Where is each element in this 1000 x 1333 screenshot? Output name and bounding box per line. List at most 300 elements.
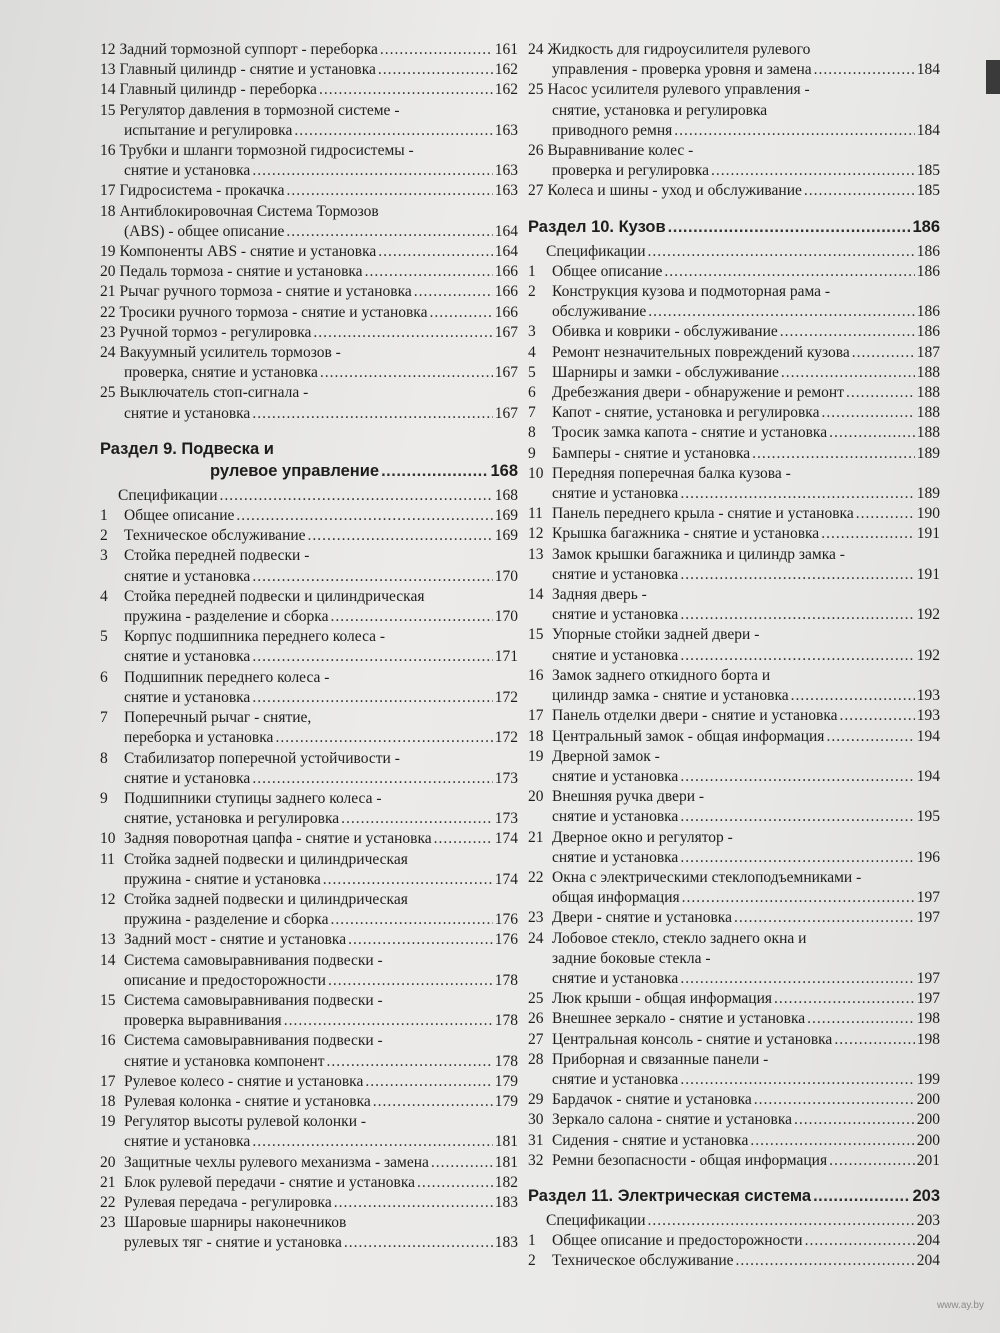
section-10-page: 186 xyxy=(912,217,940,236)
toc-entry-line xyxy=(100,363,518,383)
leader-dots xyxy=(734,908,915,928)
toc-entry-number: 16 xyxy=(100,1032,116,1050)
toc-entry-line xyxy=(100,1011,518,1031)
leader-dots xyxy=(308,526,493,546)
toc-entry xyxy=(528,524,940,544)
toc-entry-title: проверка и регулировка xyxy=(552,162,709,180)
toc-entry-title: обслуживание xyxy=(552,303,647,321)
leader-dots xyxy=(430,303,493,323)
leader-dots xyxy=(680,646,914,666)
toc-entry-line xyxy=(528,282,940,302)
leader-dots xyxy=(284,1011,493,1031)
toc-entry xyxy=(100,668,518,708)
toc-entry-number: 22 xyxy=(100,303,116,321)
toc-entry-page: 183 xyxy=(494,1234,518,1252)
toc-entry-line xyxy=(528,121,940,141)
leader-dots xyxy=(286,222,492,242)
toc-entry-line xyxy=(528,706,940,726)
toc-entry-number: 23 xyxy=(100,323,116,341)
toc-entry-page: 167 xyxy=(494,404,518,422)
toc-entry-number: 27 xyxy=(528,1030,544,1048)
toc-entry-line xyxy=(100,647,518,667)
toc-entry-title: Шаровые шарниры наконечников xyxy=(124,1214,347,1232)
toc-entry-number: 29 xyxy=(528,1091,544,1109)
toc-entry xyxy=(528,80,940,141)
toc-entry-title: Гидросистема - прокачка xyxy=(119,182,285,200)
toc-entry-title: Трубки и шланги тормозной гидросистемы - xyxy=(119,142,414,160)
toc-entry-line xyxy=(100,1052,518,1072)
toc-entry-line xyxy=(100,101,518,121)
leader-dots xyxy=(378,242,492,262)
toc-entry-number: 1 xyxy=(100,507,108,525)
leader-dots xyxy=(736,1251,915,1271)
toc-entry-number: 24 xyxy=(528,41,544,58)
toc-entry xyxy=(100,789,518,829)
toc-entry-title: Жидкость для гидроусилителя рулевого xyxy=(547,41,811,58)
toc-entry xyxy=(100,202,518,242)
toc-entry xyxy=(100,930,518,950)
toc-entry-number: 12 xyxy=(528,525,544,543)
toc-entry-page: 167 xyxy=(494,364,518,382)
toc-entry-line xyxy=(528,464,940,484)
toc-entry-page: 163 xyxy=(494,162,518,180)
toc-entry-title: Педаль тормоза - снятие и установка xyxy=(119,263,363,281)
leader-dots xyxy=(804,181,915,201)
toc-entry-line xyxy=(100,202,518,222)
toc-entry-page: 181 xyxy=(494,1133,518,1151)
toc-entry-line xyxy=(528,322,940,342)
leader-dots xyxy=(834,1030,914,1050)
toc-entry xyxy=(528,727,940,747)
toc-entry-page: 163 xyxy=(494,182,518,200)
section-9-page: 168 xyxy=(490,461,518,480)
toc-entry-number: 15 xyxy=(528,626,544,644)
leader-dots xyxy=(320,363,493,383)
toc-entry-title: Стойка передней подвески - xyxy=(124,547,310,565)
toc-entry-number: 24 xyxy=(528,929,544,947)
toc-entry-page: 182 xyxy=(494,1173,518,1191)
toc-entry xyxy=(528,1090,940,1110)
toc-entry-title: снятие и установка xyxy=(124,648,251,666)
toc-entry-line xyxy=(100,991,518,1011)
toc-entry-title: снятие и установка xyxy=(124,688,251,706)
toc-entry-line xyxy=(100,121,518,141)
toc-entry-title: Подшипники ступицы заднего колеса - xyxy=(124,789,382,807)
leader-dots xyxy=(348,930,493,950)
toc-entry xyxy=(528,343,940,363)
leader-dots xyxy=(754,1090,915,1110)
toc-entry-title: проверка выравнивания xyxy=(124,1012,282,1030)
section-10-title: Раздел 10. Кузов xyxy=(528,217,666,236)
toc-entry-page: 204 xyxy=(916,1252,940,1270)
section-9-heading xyxy=(100,438,518,482)
toc-entry-page: 164 xyxy=(494,222,518,240)
toc-entry-page: 163 xyxy=(494,121,518,139)
toc-entry-line xyxy=(528,302,940,322)
toc-entry-page: 185 xyxy=(916,182,940,200)
toc-entry xyxy=(528,423,940,443)
toc-entry-title: Выравнивание колес - xyxy=(547,142,694,160)
toc-entry-page: 161 xyxy=(494,41,518,58)
toc-entry-title: Стойка задней подвески и цилиндрическая xyxy=(124,850,408,868)
toc-entry-number: 8 xyxy=(100,749,108,767)
toc-entry-title: снятие и установка xyxy=(552,969,679,987)
toc-entry-line xyxy=(528,101,940,121)
spec-label: Спецификации xyxy=(118,486,218,504)
toc-entry-line xyxy=(528,181,940,201)
toc-entry-page: 186 xyxy=(916,323,940,341)
leader-dots xyxy=(313,323,492,343)
toc-entry-title: снятие, установка и регулировка xyxy=(552,101,768,119)
section-9-specifications xyxy=(100,486,518,506)
toc-entry-line xyxy=(528,888,940,908)
section-10-specifications xyxy=(528,242,940,262)
toc-entry-page: 171 xyxy=(494,648,518,666)
toc-entry-title: Лобовое стекло, стекло заднего окна и xyxy=(552,929,807,947)
toc-entry-title: общая информация xyxy=(552,889,680,907)
toc-entry xyxy=(100,1031,518,1071)
toc-entry-number: 30 xyxy=(528,1111,544,1129)
leader-dots xyxy=(648,302,914,322)
toc-entry-title: Рулевая колонка - снятие и установка xyxy=(124,1092,371,1110)
toc-entry-title: (ABS) - общее описание xyxy=(124,222,285,240)
toc-entry-title: Стабилизатор поперечной устойчивости - xyxy=(124,749,400,767)
toc-entry-line xyxy=(100,80,518,100)
toc-entry-page: 187 xyxy=(916,343,940,361)
toc-entry-line xyxy=(100,688,518,708)
toc-entry-line xyxy=(528,1090,940,1110)
toc-entry-line xyxy=(528,969,940,989)
spec-label: Спецификации xyxy=(546,1211,646,1229)
toc-entry-title: Система самовыравнивания подвески - xyxy=(124,1032,383,1050)
toc-entry-title: Стойка задней подвески и цилиндрическая xyxy=(124,890,408,908)
toc-entry xyxy=(528,1231,940,1251)
toc-entry-line xyxy=(100,971,518,991)
leader-dots xyxy=(252,647,492,667)
leader-dots xyxy=(829,423,915,443)
toc-entry xyxy=(528,585,940,625)
toc-entry xyxy=(100,40,518,60)
toc-entry-page: 170 xyxy=(494,608,518,626)
toc-entry xyxy=(100,526,518,546)
toc-entry-line xyxy=(100,749,518,769)
toc-entry-line xyxy=(528,1131,940,1151)
leader-dots xyxy=(286,181,492,201)
toc-entry-number: 22 xyxy=(528,868,544,886)
toc-entry-title: снятие и установка xyxy=(124,162,251,180)
toc-entry-title: Передняя поперечная балка кузова - xyxy=(552,464,791,482)
toc-entry-title: снятие и установка xyxy=(552,767,679,785)
toc-entry-title: проверка, снятие и установка xyxy=(124,364,318,382)
toc-entry-line xyxy=(100,587,518,607)
toc-entry-page: 173 xyxy=(494,810,518,828)
toc-entry xyxy=(528,403,940,423)
toc-entry-title: снятие и установка xyxy=(552,808,679,826)
toc-entry-line xyxy=(528,666,940,686)
leader-dots xyxy=(780,322,915,342)
toc-entry-line xyxy=(528,949,940,969)
toc-entry-line xyxy=(528,605,940,625)
toc-entry xyxy=(100,262,518,282)
toc-entry xyxy=(528,1131,940,1151)
toc-entry xyxy=(528,363,940,383)
toc-entry-page: 172 xyxy=(494,729,518,747)
toc-list-section11 xyxy=(528,1231,940,1271)
toc-entry-page: 188 xyxy=(916,363,940,381)
leader-dots xyxy=(774,989,915,1009)
toc-entry-title: Ремни безопасности - общая информация xyxy=(552,1151,828,1169)
toc-entry-line xyxy=(100,668,518,688)
leader-dots xyxy=(856,504,915,524)
section-9-title-line2: рулевое управление xyxy=(210,461,380,480)
toc-entry-title: цилиндр замка - снятие и установка xyxy=(552,687,789,705)
toc-entry-number: 20 xyxy=(528,788,544,806)
toc-entry-number: 11 xyxy=(528,505,543,523)
toc-entry-number: 25 xyxy=(528,81,544,99)
toc-entry-title: Конструкция кузова и подмоторная рама - xyxy=(552,283,831,301)
toc-entry xyxy=(528,747,940,787)
toc-entry-line xyxy=(528,565,940,585)
toc-entry-number: 4 xyxy=(528,343,536,361)
toc-entry xyxy=(100,80,518,100)
toc-entry-title: Защитные чехлы рулевого механизма - замена xyxy=(124,1153,429,1171)
toc-entry-title: Регулятор высоты рулевой колонки - xyxy=(124,1113,367,1131)
leader-dots xyxy=(680,807,914,827)
toc-entry-line xyxy=(528,767,940,787)
toc-entry-title: Зеркало салона - снятие и установка xyxy=(552,1111,793,1129)
toc-entry-number: 2 xyxy=(528,1252,536,1270)
toc-entry-number: 11 xyxy=(100,850,115,868)
toc-entry xyxy=(100,1193,518,1213)
toc-entry-title: Подшипник переднего колеса - xyxy=(124,668,330,686)
toc-entry xyxy=(528,1110,940,1130)
toc-entry-title: задние боковые стекла - xyxy=(552,949,711,967)
toc-entry-page: 197 xyxy=(916,990,940,1008)
toc-entry-title: Техническое обслуживание xyxy=(124,527,306,545)
toc-entry-title: Центральный замок - общая информация xyxy=(552,727,825,745)
toc-entry-line xyxy=(528,828,940,848)
toc-entry-line xyxy=(528,747,940,767)
toc-entry-page: 196 xyxy=(916,848,940,866)
toc-entry-number: 26 xyxy=(528,142,544,160)
leader-dots xyxy=(680,605,914,625)
toc-entry-title: Поперечный рычаг - снятие, xyxy=(124,709,312,727)
toc-entry xyxy=(100,343,518,383)
toc-entry-page: 197 xyxy=(916,889,940,907)
toc-entry-page: 186 xyxy=(916,262,940,280)
leader-dots xyxy=(294,121,492,141)
toc-entry xyxy=(100,850,518,890)
toc-entry-line xyxy=(528,989,940,1009)
toc-entry-number: 17 xyxy=(100,182,116,200)
toc-entry-title: Бамперы - снятие и установка xyxy=(552,444,751,462)
toc-entry-number: 21 xyxy=(100,283,116,301)
leader-dots xyxy=(330,910,492,930)
toc-entry-number: 6 xyxy=(528,384,536,402)
toc-entry-line xyxy=(528,343,940,363)
toc-entry-line xyxy=(528,1231,940,1251)
toc-entry-page: 183 xyxy=(494,1193,518,1211)
toc-entry-title: Задний мост - снятие и установка xyxy=(124,931,347,949)
toc-entry-number: 23 xyxy=(100,1214,116,1232)
toc-entry-number: 28 xyxy=(528,1050,544,1068)
toc-entry-title: Корпус подшипника переднего колеса - xyxy=(124,628,386,646)
leader-dots xyxy=(365,262,493,282)
toc-entry-number: 18 xyxy=(100,202,116,220)
toc-entry-number: 3 xyxy=(100,547,108,565)
leader-dots xyxy=(417,1173,493,1193)
toc-entry-title: Двери - снятие и установка xyxy=(552,909,732,927)
toc-entry xyxy=(100,242,518,262)
toc-entry-line xyxy=(528,1050,940,1070)
toc-entry-page: 181 xyxy=(494,1153,518,1171)
toc-entry-number: 17 xyxy=(100,1072,116,1090)
toc-entry-title: Техническое обслуживание xyxy=(552,1252,734,1270)
toc-entry-line xyxy=(100,789,518,809)
toc-entry-title: снятие и установка xyxy=(124,567,251,585)
toc-entry-line xyxy=(528,484,940,504)
toc-entry-title: снятие и установка xyxy=(124,1133,251,1151)
spec-page: 203 xyxy=(916,1211,940,1229)
toc-entry-line xyxy=(528,646,940,666)
toc-entry-page: 188 xyxy=(916,424,940,442)
toc-entry-number: 9 xyxy=(528,444,536,462)
toc-entry-line xyxy=(100,282,518,302)
leader-dots xyxy=(373,1092,493,1112)
leader-dots xyxy=(328,971,493,991)
toc-entry-number: 1 xyxy=(528,262,536,280)
toc-entry-title: Выключатель стоп-сигнала - xyxy=(119,384,309,402)
toc-entry-line xyxy=(528,727,940,747)
toc-entry-title: Рулевое колесо - снятие и установка xyxy=(124,1072,364,1090)
toc-list-section8-tail xyxy=(100,40,518,424)
leader-dots xyxy=(431,1153,493,1173)
toc-entry-title: Рулевая передача - регулировка xyxy=(124,1193,332,1211)
toc-entry-number: 7 xyxy=(100,709,108,727)
toc-entry-page: 179 xyxy=(494,1092,518,1110)
toc-entry-title: Дверной замок - xyxy=(552,747,660,765)
toc-entry xyxy=(528,706,940,726)
leader-dots xyxy=(674,121,915,141)
toc-entry-title: Дребезжания двери - обнаружение и ремонт xyxy=(552,384,844,402)
toc-entry-page: 174 xyxy=(494,830,518,848)
toc-entry-page: 191 xyxy=(916,565,940,583)
toc-entry-number: 24 xyxy=(100,344,116,362)
leader-dots xyxy=(829,1151,915,1171)
toc-entry-page: 184 xyxy=(916,121,940,139)
toc-entry xyxy=(528,262,940,282)
toc-entry-title: снятие и установка xyxy=(552,565,679,583)
toc-entry-page: 198 xyxy=(916,1030,940,1048)
toc-entry-page: 166 xyxy=(494,303,518,321)
toc-entry-title: Антиблокировочная Система Тормозов xyxy=(119,202,379,220)
toc-entry-line xyxy=(100,60,518,80)
toc-entry-line xyxy=(100,1031,518,1051)
toc-entry-number: 13 xyxy=(100,61,116,79)
toc-entry xyxy=(528,868,940,908)
toc-entry-page: 172 xyxy=(494,688,518,706)
toc-entry xyxy=(100,303,518,323)
toc-entry-line xyxy=(528,1151,940,1171)
leader-dots xyxy=(781,363,915,383)
toc-entry-line xyxy=(100,1153,518,1173)
toc-entry xyxy=(100,1112,518,1152)
toc-entry-number: 12 xyxy=(100,41,116,58)
toc-entry-line xyxy=(100,607,518,627)
toc-entry-page: 194 xyxy=(916,767,940,785)
toc-entry-line xyxy=(100,728,518,748)
toc-entry-number: 19 xyxy=(100,243,116,261)
toc-entry xyxy=(100,282,518,302)
toc-entry-line xyxy=(100,161,518,181)
toc-entry-number: 27 xyxy=(528,182,544,200)
leader-dots xyxy=(378,60,493,80)
toc-entry-page: 185 xyxy=(916,162,940,180)
toc-entry-title: снятие и установка xyxy=(552,606,679,624)
toc-entry xyxy=(100,546,518,586)
toc-entry-page: 178 xyxy=(494,971,518,989)
toc-entry xyxy=(100,141,518,181)
leader-dots xyxy=(680,848,914,868)
toc-entry-title: Система самовыравнивания подвески - xyxy=(124,951,383,969)
toc-entry xyxy=(528,464,940,504)
toc-entry xyxy=(528,1251,940,1271)
toc-entry xyxy=(100,1173,518,1193)
toc-entry-line xyxy=(528,1110,940,1130)
toc-entry-number: 14 xyxy=(100,951,116,969)
toc-entry-title: Общее описание xyxy=(124,507,235,525)
toc-entry-title: Центральная консоль - снятие и установка xyxy=(552,1030,833,1048)
toc-entry-page: 167 xyxy=(494,323,518,341)
leader-dots xyxy=(668,216,911,238)
toc-entry-title: Блок рулевой передачи - снятие и установка xyxy=(124,1173,416,1191)
toc-entry-title: Обивка и коврики - обслуживание xyxy=(552,323,778,341)
watermark: www.ay.by xyxy=(936,1300,984,1311)
toc-entry xyxy=(528,989,940,1009)
toc-entry-line xyxy=(100,1233,518,1253)
toc-entry-page: 173 xyxy=(494,769,518,787)
leader-dots xyxy=(680,565,914,585)
toc-entry-title: снятие и установка xyxy=(552,1070,679,1088)
toc-column-right xyxy=(528,40,940,1272)
toc-entry-title: снятие и установка xyxy=(552,848,679,866)
toc-entry-page: 199 xyxy=(916,1070,940,1088)
toc-entry xyxy=(100,181,518,201)
toc-entry-line xyxy=(528,262,940,282)
toc-entry-page: 190 xyxy=(916,505,940,523)
toc-entry-title: приводного ремня xyxy=(552,121,673,139)
toc-entry-line xyxy=(100,383,518,403)
toc-entry-number: 6 xyxy=(100,668,108,686)
toc-entry-title: Главный цилиндр - переборка xyxy=(119,81,317,99)
toc-entry-title: Бардачок - снятие и установка xyxy=(552,1091,752,1109)
toc-entry-page: 169 xyxy=(494,507,518,525)
toc-entry-line xyxy=(100,769,518,789)
section-11-title: Раздел 11. Электрическая система xyxy=(528,1186,812,1205)
toc-entry-page: 193 xyxy=(916,707,940,725)
toc-entry-page: 166 xyxy=(494,263,518,281)
leader-dots xyxy=(334,1193,493,1213)
toc-entry xyxy=(528,545,940,585)
toc-entry-page: 178 xyxy=(494,1012,518,1030)
toc-entry-number: 13 xyxy=(100,931,116,949)
toc-entry xyxy=(100,101,518,141)
toc-entry-line xyxy=(100,404,518,424)
toc-entry-page: 194 xyxy=(916,727,940,745)
toc-entry-line xyxy=(528,545,940,565)
toc-entry-number: 10 xyxy=(528,464,544,482)
toc-entry-page: 189 xyxy=(916,485,940,503)
